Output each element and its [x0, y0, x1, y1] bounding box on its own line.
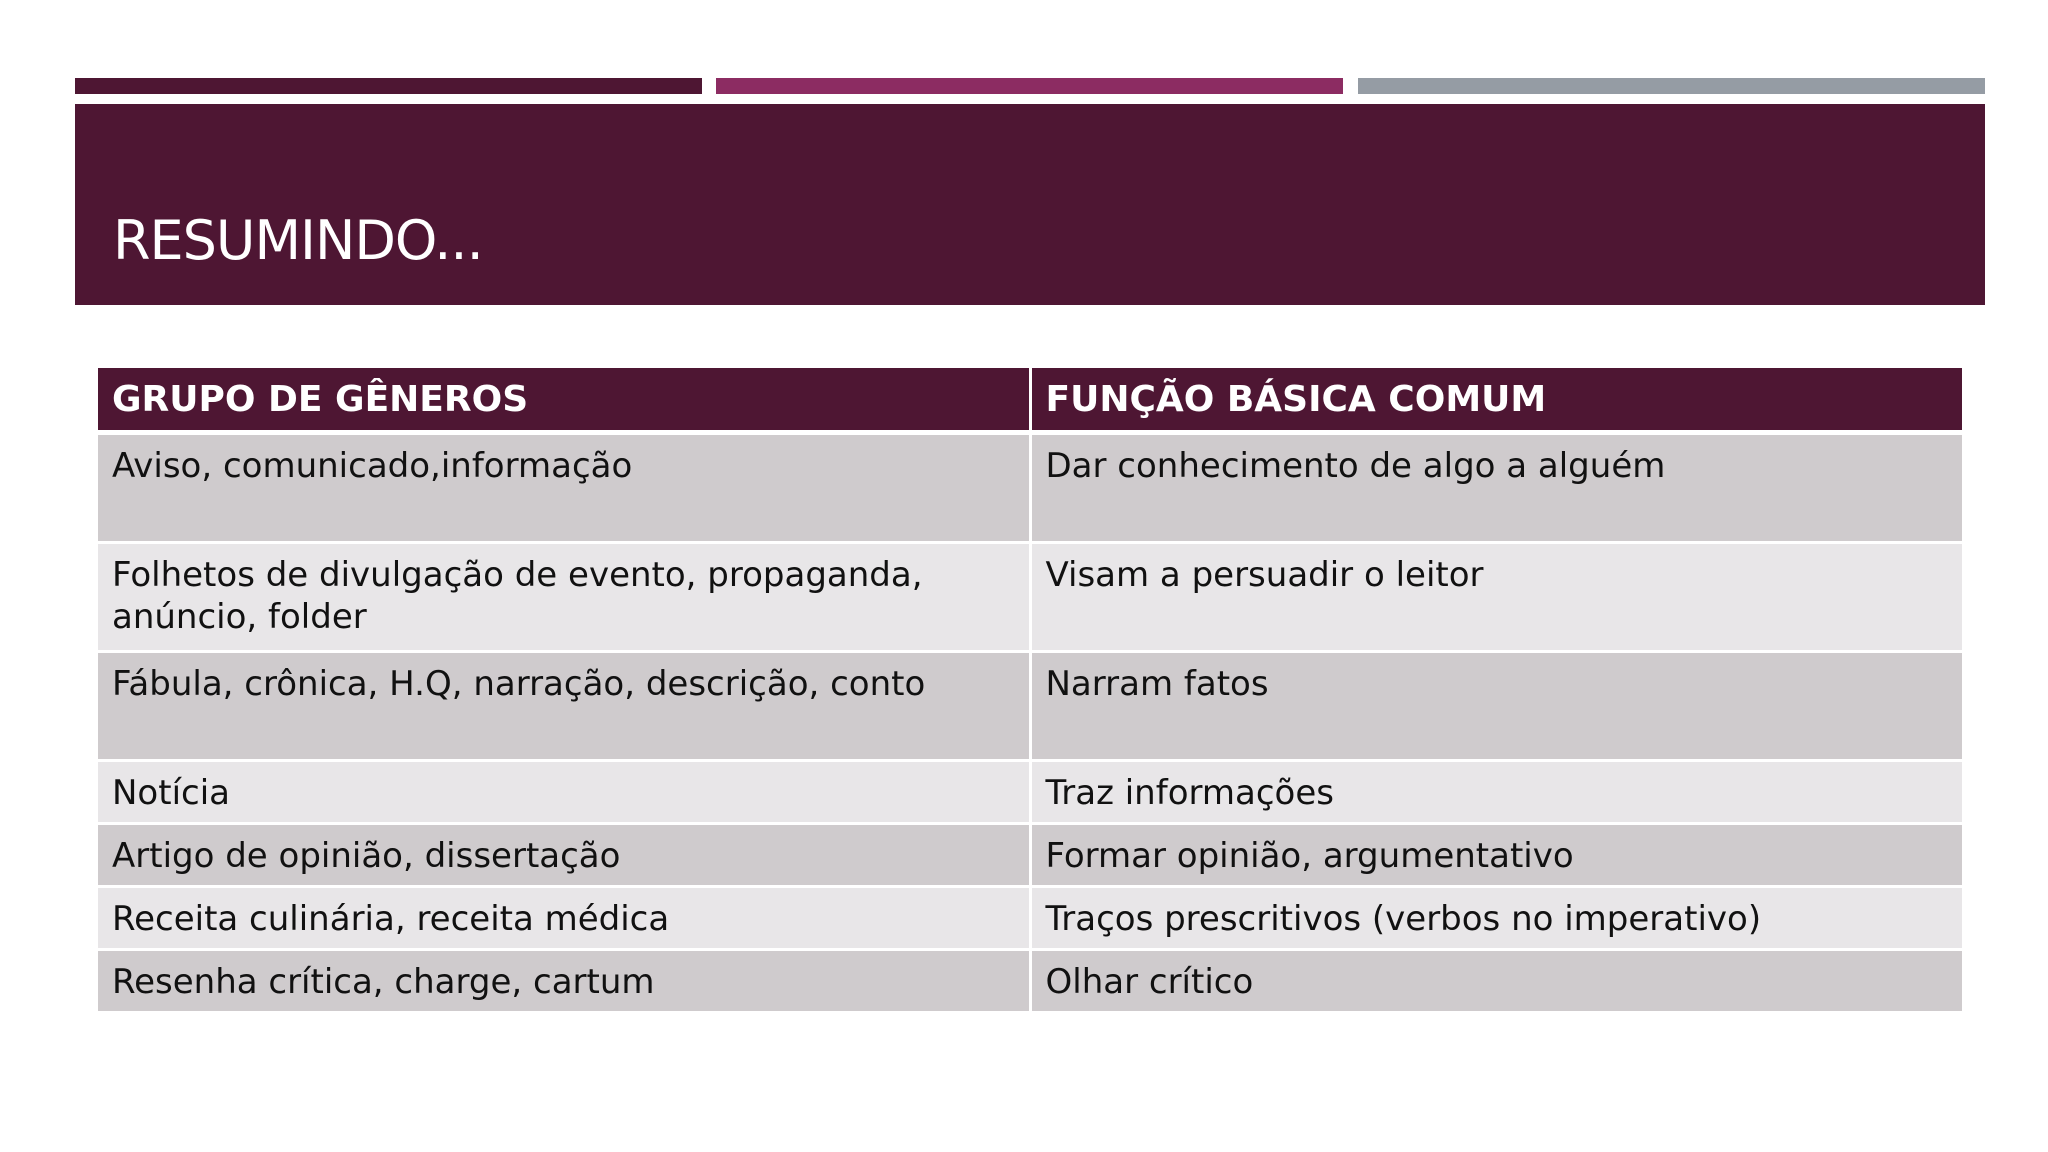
cell-basic-function: Traz informações [1030, 761, 1962, 824]
table-row [98, 887, 1962, 950]
accent-bar-plum [75, 78, 702, 94]
table-header-row [98, 368, 1962, 433]
header-grupo-de-generos: GRUPO DE GÊNEROS [98, 368, 1030, 433]
accent-bar-magenta [716, 78, 1343, 94]
cell-genre-group: Fábula, crônica, H.Q, narração, descrição, conto [98, 652, 1030, 761]
cell-genre-group: Notícia [98, 761, 1030, 824]
cell-genre-group: Receita culinária, receita médica [98, 887, 1030, 950]
cell-basic-function: Olhar crítico [1030, 950, 1962, 1013]
title-band [75, 104, 1985, 305]
cell-genre-group: Resenha crítica, charge, cartum [98, 950, 1030, 1013]
table-row [98, 950, 1962, 1013]
table-row [98, 824, 1962, 887]
cell-genre-group: Folhetos de divulgação de evento, propaganda, anúncio, folder [98, 543, 1030, 652]
cell-basic-function: Traços prescritivos (verbos no imperativo) [1030, 887, 1962, 950]
cell-basic-function: Visam a persuadir o leitor [1030, 543, 1962, 652]
cell-genre-group: Aviso, comunicado,informação [98, 433, 1030, 543]
accent-bar-gray [1358, 78, 1985, 94]
cell-genre-group: Artigo de opinião, dissertação [98, 824, 1030, 887]
cell-basic-function: Narram fatos [1030, 652, 1962, 761]
cell-basic-function: Dar conhecimento de algo a alguém [1030, 433, 1962, 543]
header-funcao-basica-comum: FUNÇÃO BÁSICA COMUM [1030, 368, 1962, 433]
slide-title: RESUMINDO... [113, 209, 483, 272]
table-row [98, 761, 1962, 824]
cell-basic-function: Formar opinião, argumentativo [1030, 824, 1962, 887]
table-row [98, 433, 1962, 543]
table-row [98, 543, 1962, 652]
table-row [98, 652, 1962, 761]
summary-table [98, 368, 1962, 1014]
